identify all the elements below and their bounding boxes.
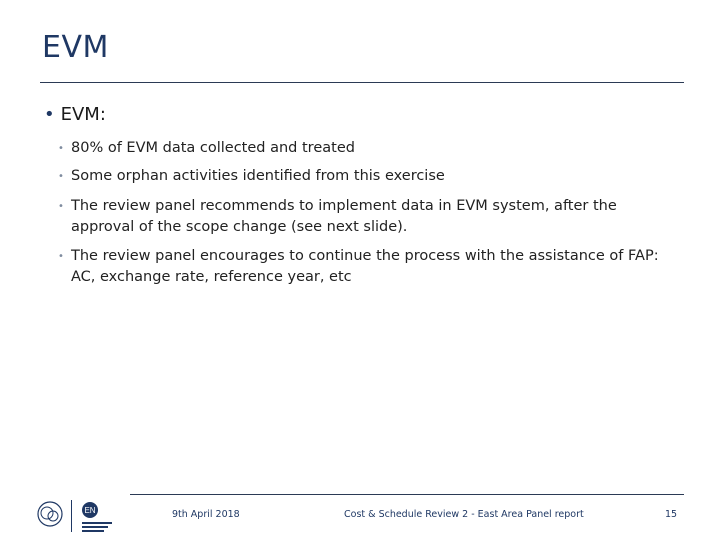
sub-bullet-text: The review panel recommends to implement data in EVM system, after the approval of the scope change (see next slide). <box>71 198 617 235</box>
slide-title: EVM <box>42 30 109 65</box>
sub-bullet-text: The review panel encourages to continue the process with the assistance of FAP: AC, exchange rate, reference year, etc <box>71 248 659 285</box>
sub-bullet-2 <box>58 166 678 187</box>
footer-rule <box>130 494 684 495</box>
main-bullet <box>44 104 106 125</box>
cern-logo-icon <box>36 500 64 528</box>
footer-report-title: Cost & Schedule Review 2 - East Area Panel report <box>344 509 584 520</box>
footer-page-number: 15 <box>665 509 678 520</box>
sub-bullet-text: 80% of EVM data collected and treated <box>71 140 355 156</box>
sub-bullet-4 <box>58 246 678 288</box>
title-underline <box>40 82 684 83</box>
bullet-dot-icon: • <box>58 171 64 182</box>
en-department-logo-icon <box>78 500 118 534</box>
sub-bullet-text: Some orphan activities identified from this exercise <box>71 168 445 184</box>
bullet-dot-icon: • <box>58 251 64 262</box>
sub-bullet-1 <box>58 138 678 159</box>
main-bullet-text: EVM: <box>60 104 106 125</box>
bullet-dot-icon: • <box>44 104 55 125</box>
footer-date: 9th April 2018 <box>172 509 240 520</box>
svg-text:EN: EN <box>84 506 96 515</box>
bullet-dot-icon: • <box>58 201 64 212</box>
bullet-dot-icon: • <box>58 143 64 154</box>
logo-separator <box>71 500 72 532</box>
sub-bullet-3 <box>58 196 678 238</box>
